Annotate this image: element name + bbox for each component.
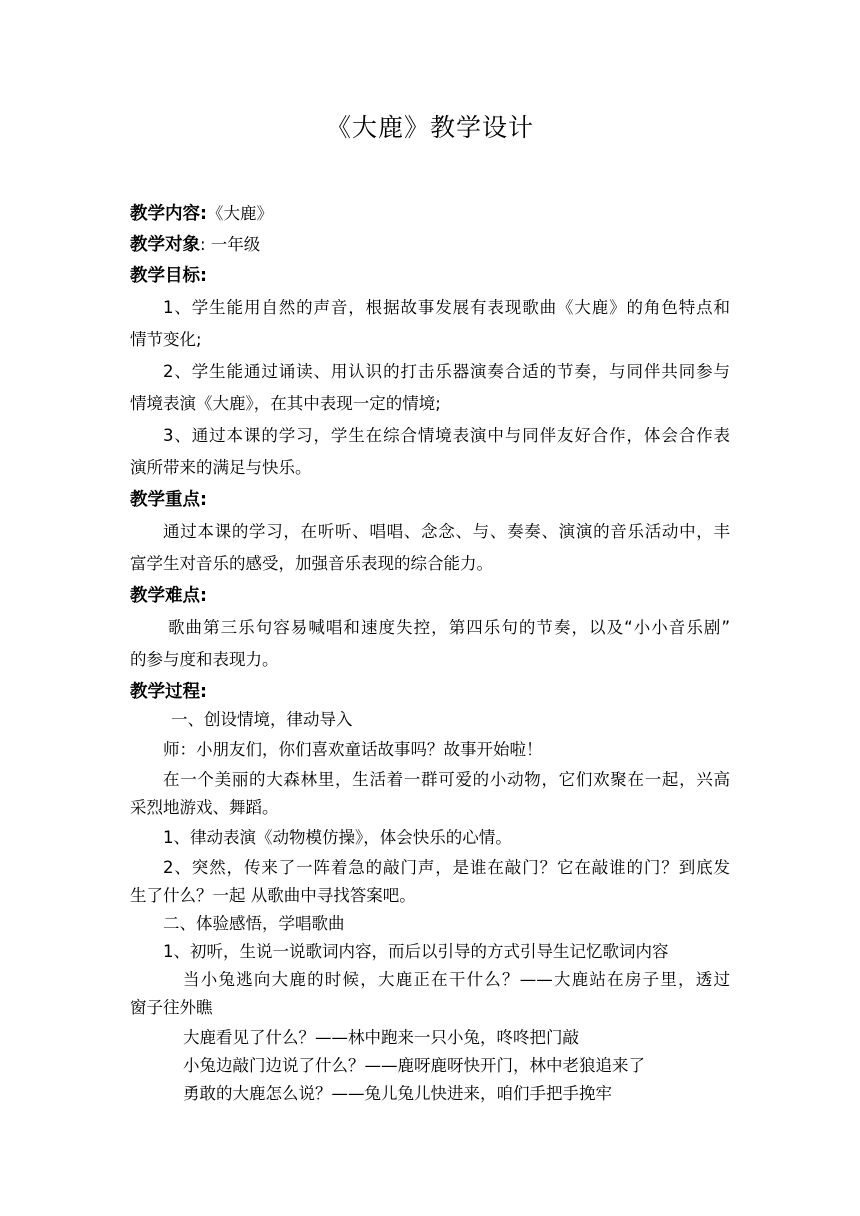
goal-line: 情节变化; [130,330,202,349]
key-point-line: 富学生对音乐的感受，加强音乐表现的综合能力。 [130,554,493,573]
process-line: 生了什么？一起 从歌曲中寻找答案吧。 [130,886,416,905]
process-line: 1、初听，生说一说歌词内容，而后以引导的方式引导生记忆歌词内容 [163,942,669,961]
goal-line: 1、学生能用自然的声音，根据故事发展有表现歌曲《大鹿》的角色特点和 [163,298,730,317]
key-point-line: 通过本课的学习，在听听、唱唱、念念、与、奏奏、演演的音乐活动中，丰 [163,522,730,541]
goal-line: 情境表演《大鹿》，在其中表现一定的情境; [130,394,441,413]
document-title: 《大鹿》教学设计 [325,113,534,142]
audience-value: : 一年级 [200,235,261,254]
process-line: 在一个美丽的大森林里，生活着一群可爱的小动物，它们欢聚在一起，兴高 [163,770,730,789]
key-points-heading: 教学重点: [130,490,207,510]
goal-line: 演所带来的满足与快乐。 [130,458,312,477]
goal-line: 3、通过本课的学习，学生在综合情境表演中与同伴友好合作，体会合作表 [163,426,730,445]
process-line: 当小兔逃向大鹿的时候，大鹿正在干什么？——大鹿站在房子里，透过 [183,970,730,989]
audience-label: 教学对象 [130,235,200,255]
difficulty-line: 歌曲第三乐句容易喊唱和速度失控，第四乐句的节奏，以及“小小音乐剧” [168,618,730,637]
process-line: 采烈地游戏、舞蹈。 [130,798,279,817]
goal-line: 2、学生能通过诵读、用认识的打击乐器演奏合适的节奏，与同伴共同参与 [163,362,730,381]
process-line: 勇敢的大鹿怎么说？——兔儿兔儿快进来，咱们手把手挽牢 [183,1084,612,1103]
process-line: 2、突然，传来了一阵着急的敲门声，是谁在敲门？它在敲谁的门？到底发 [163,858,730,877]
audience-row [130,231,260,259]
content-value: 《大鹿》 [207,204,273,223]
process-line: 一、创设情境，律动导入 [171,710,353,729]
process-line: 大鹿看见了什么？——林中跑来一只小兔，咚咚把门敲 [183,1028,579,1047]
difficulty-line: 的参与度和表现力。 [130,650,279,669]
content-row [130,200,273,228]
goals-heading: 教学目标: [130,266,207,286]
process-line: 二、体验感悟，学唱歌曲 [163,914,345,933]
process-heading: 教学过程: [130,682,207,702]
content-label: 教学内容: [130,204,207,224]
process-line: 窗子往外瞧 [130,998,213,1017]
process-line: 1、律动表演《动物模仿操》，体会快乐的心情。 [163,828,512,847]
process-line: 小兔边敲门边说了什么？——鹿呀鹿呀快开门，林中老狼追来了 [183,1056,645,1075]
process-line: 师：小朋友们，你们喜欢童话故事吗？故事开始啦！ [163,740,543,759]
difficulties-heading: 教学难点: [130,586,207,606]
